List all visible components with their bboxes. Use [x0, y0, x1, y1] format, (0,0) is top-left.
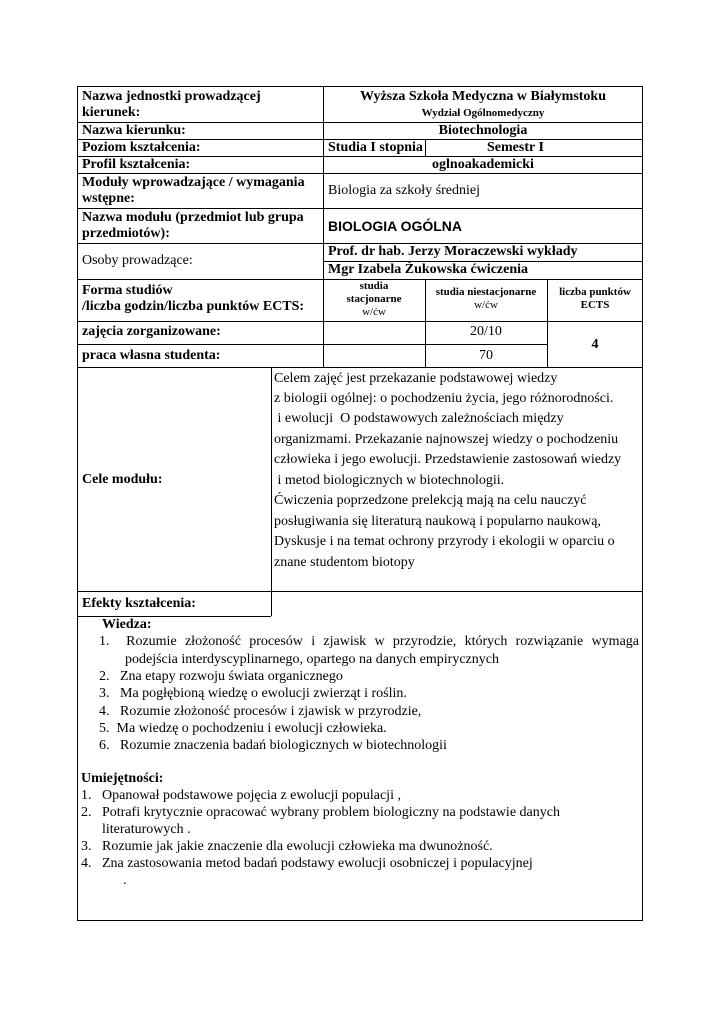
semester-value: Semestr I	[487, 140, 544, 155]
form-label-1: Forma studiów	[82, 283, 173, 298]
table-border-top	[77, 86, 643, 87]
form-label-2: /liczba godzin/liczba punktów ECTS:	[82, 299, 305, 314]
unit-label-line2: kierunek:	[82, 105, 141, 120]
module-label: Nazwa modułu (przedmiot lub grupa przedmiotów):	[82, 210, 304, 241]
goals-line: i ewolucji O podstawowych zależnościach między	[274, 411, 564, 426]
profile-value: oglnoakademicki	[432, 157, 534, 172]
table-border-right	[642, 86, 643, 921]
nonstationary-1: studia niestacjonarne	[435, 286, 537, 298]
skills-item: 4. Zna zastosowania metod badań podstawy ewolucji osobniczej i populacyjnej	[81, 856, 533, 871]
knowledge-item: 4. Rozumie złożoność procesów i zjawisk w przyrodzie,	[99, 704, 422, 719]
prereq-label: Moduły wprowadzające / wymagania wstępne:	[82, 175, 305, 206]
teachers-label: Osoby prowadzące:	[82, 253, 193, 268]
skills-item: 2. Potrafi krytycznie opracować wybrany problem biologiczny na podstawie danych	[81, 805, 560, 820]
skills-title: Umiejętności:	[81, 771, 164, 786]
level-label: Poziom kształcenia:	[82, 140, 201, 155]
goals-line: organizmami. Przekazanie najnowszej wiedzy o pochodzeniu	[274, 432, 619, 447]
goals-line: Dyskusje i na temat ochrony przyrody i ekologii w oparciu o	[274, 534, 615, 549]
goals-line: Ćwiczenia poprzedzone prelekcją mają na celu nauczyć	[274, 493, 587, 508]
goals-line: Celem zajęć jest przekazanie podstawowej wiedzy	[274, 371, 558, 386]
stationary-3: w/ćw	[362, 306, 386, 318]
effects-label: Efekty kształcenia:	[82, 596, 196, 611]
field-label: Nazwa kierunku:	[82, 123, 186, 138]
own-work-label: praca własna studenta:	[82, 348, 221, 363]
ects-value: 4	[591, 337, 599, 352]
unit-label-line1: Nazwa jednostki prowadzącej	[82, 89, 261, 104]
field-value: Biotechnologia	[438, 123, 528, 138]
skills-item: literaturowych .	[102, 822, 191, 837]
knowledge-item: 3. Ma pogłębioną wiedzę o ewolucji zwierząt i roślin.	[99, 686, 407, 701]
goals-line: posługiwania się literaturą naukową i popularno naukową,	[274, 514, 601, 529]
knowledge-item: podejścia interdyscyplinarnego, opartego na danych empirycznych	[125, 652, 499, 667]
teacher-2: Mgr Izabela Żukowska ćwiczenia	[328, 262, 529, 277]
goals-label: Cele modułu:	[82, 472, 163, 487]
skills-item: .	[123, 873, 127, 888]
ects-2: ECTS	[580, 299, 610, 311]
goals-line: i metod biologicznych w biotechnologii.	[274, 473, 505, 488]
module-value: BIOLOGIA OGÓLNA	[328, 218, 463, 234]
skills-item: 3. Rozumie jak jakie znaczenie dla ewolucji człowieka ma dwunożność.	[81, 839, 493, 854]
stationary-1: studia	[359, 280, 389, 292]
stationary-2: stacjonarne	[346, 293, 402, 305]
knowledge-item: 6. Rozumie znaczenia badań biologicznych w biotechnologii	[99, 738, 447, 753]
nonstationary-2: w/ćw	[474, 299, 498, 311]
knowledge-item: 5. Ma wiedzę o pochodzeniu i ewolucji człowieka.	[99, 721, 387, 736]
goals-line: człowieka i jego ewolucji. Przedstawienie zastosowań wiedzy	[274, 452, 622, 467]
organized-value: 20/10	[470, 324, 502, 339]
unit-subvalue: Wydział Ogólnomedyczny	[421, 107, 545, 119]
prereq-value: Biologia za szkoły średniej	[328, 183, 481, 198]
knowledge-item: 1. Rozumie złożoność procesów i zjawisk w przyrodzie, których rozwiązanie wymaga	[99, 634, 639, 649]
table-border-left	[77, 86, 78, 921]
skills-item: 1. Opanował podstawowe pojęcia z ewolucji populacji ,	[81, 788, 401, 803]
own-work-value: 70	[479, 348, 493, 363]
table-border-bottom	[77, 920, 643, 921]
level-value: Studia I stopnia	[328, 140, 423, 155]
knowledge-item: 2. Zna etapy rozwoju świata organicznego	[99, 669, 343, 684]
unit-value: Wyższa Szkoła Medyczna w Białymstoku	[359, 89, 607, 104]
syllabus-document	[77, 86, 643, 921]
knowledge-title: Wiedza:	[102, 617, 152, 632]
ects-1: liczba punktów	[559, 286, 631, 298]
goals-line: z biologii ogólnej: o pochodzeniu życia, jego różnorodności.	[274, 391, 614, 406]
profile-label: Profil kształcenia:	[82, 157, 191, 172]
teacher-1: Prof. dr hab. Jerzy Moraczewski wykłady	[328, 244, 578, 259]
goals-line: znane studentom biotopy	[274, 555, 415, 570]
organized-label: zajęcia zorganizowane:	[82, 324, 221, 339]
